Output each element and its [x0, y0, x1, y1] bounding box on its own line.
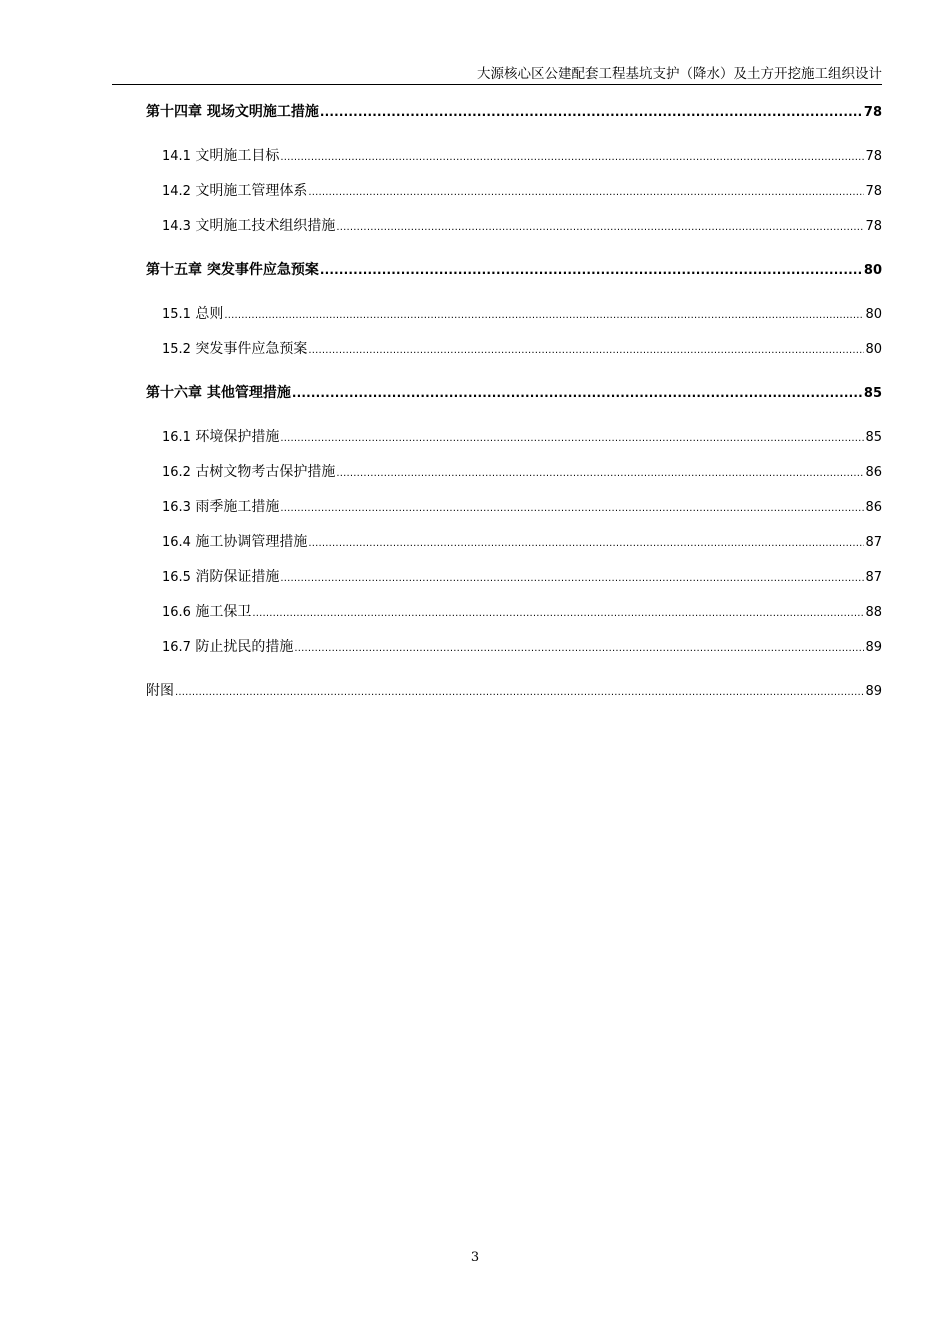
dot-leader: [308, 338, 864, 363]
dot-leader: [308, 180, 864, 205]
toc-entry-label: 文明施工管理体系: [195, 183, 308, 199]
dot-leader: [292, 381, 863, 406]
toc-entry-page: 89: [865, 684, 882, 699]
toc-section-entry[interactable]: [146, 635, 882, 660]
toc-entry-number: 16.7: [162, 640, 191, 655]
toc-entry-page: 78: [863, 105, 882, 120]
toc-entry-number: 16.4: [162, 535, 191, 550]
toc-entry-number: 16.6: [162, 605, 191, 620]
toc-section-entry[interactable]: [146, 460, 882, 485]
dot-leader: [280, 145, 864, 170]
toc-entry-label: 文明施工目标: [195, 148, 280, 164]
toc-entry-title: [162, 600, 251, 625]
dot-leader: [252, 601, 864, 626]
page-number: 3: [470, 1250, 480, 1265]
toc-entry-label: 第十五章 突发事件应急预案: [146, 262, 319, 278]
toc-entry-label: 雨季施工措施: [195, 499, 280, 515]
toc-entry-page: 87: [865, 570, 882, 585]
toc-chapter-entry[interactable]: [146, 258, 882, 283]
toc-entry-number: 14.1: [162, 149, 191, 164]
dot-leader: [308, 531, 864, 556]
toc-entry-number: 14.3: [162, 219, 191, 234]
toc-entry-label: 古树文物考古保护措施: [195, 464, 336, 480]
toc-entry-label: 突发事件应急预案: [195, 341, 308, 357]
toc-section-entry[interactable]: [146, 495, 882, 520]
toc-entry-label: 消防保证措施: [195, 569, 280, 585]
toc-entry-title: [162, 144, 279, 169]
toc-entry-page: 80: [865, 307, 882, 322]
toc-entry-title: [162, 460, 335, 485]
toc-entry-page: 89: [865, 640, 882, 655]
toc-entry-label: 施工保卫: [195, 604, 252, 620]
toc-entry-title: [162, 337, 307, 362]
toc-entry-number: 15.2: [162, 342, 191, 357]
toc-entry-page: 78: [865, 184, 882, 199]
dot-leader: [320, 100, 863, 125]
toc-section-entry[interactable]: [146, 144, 882, 169]
toc-entry-label: 环境保护措施: [195, 429, 280, 445]
toc-section-entry[interactable]: [146, 337, 882, 362]
toc-entry-title: [162, 214, 335, 239]
dot-leader: [336, 461, 864, 486]
toc-chapter-entry[interactable]: [146, 381, 882, 406]
dot-leader: [280, 566, 864, 591]
document-title: 大源核心区公建配套工程基坑支护（降水）及土方开挖施工组织设计: [477, 66, 882, 82]
toc-entry-title: [162, 302, 223, 327]
toc-entry-page: 85: [863, 386, 882, 401]
toc-entry-page: 87: [865, 535, 882, 550]
dot-leader: [224, 303, 864, 328]
toc-entry-label: 文明施工技术组织措施: [195, 218, 336, 234]
dot-leader: [280, 496, 864, 521]
toc-entry-title: [162, 495, 279, 520]
toc-entry-page: 78: [865, 149, 882, 164]
toc-entry-number: 14.2: [162, 184, 191, 199]
toc-chapter-entry[interactable]: [146, 100, 882, 125]
toc-section-entry[interactable]: [146, 302, 882, 327]
toc-section-entry[interactable]: [146, 214, 882, 239]
dot-leader: [294, 636, 864, 661]
dot-leader: [280, 426, 864, 451]
toc-entry-title: [162, 179, 307, 204]
toc-entry-title: [146, 258, 319, 283]
dot-leader: [336, 215, 864, 240]
toc-section-entry[interactable]: [146, 565, 882, 590]
toc-entry-title: [146, 679, 174, 704]
toc-entry-number: 16.1: [162, 430, 191, 445]
toc-entry-title: [162, 565, 279, 590]
toc-entry-page: 78: [865, 219, 882, 234]
toc-entry-label: 总则: [195, 306, 224, 322]
toc-section-entry[interactable]: [146, 425, 882, 450]
toc-entry-page: 80: [863, 263, 882, 278]
toc-entry-page: 80: [865, 342, 882, 357]
toc-entry-page: 88: [865, 605, 882, 620]
toc-entry-title: [146, 100, 319, 125]
page-header: [112, 64, 882, 85]
toc-section-entry[interactable]: [146, 600, 882, 625]
toc-entry[interactable]: [146, 679, 882, 704]
toc-entry-page: 85: [865, 430, 882, 445]
toc-entry-label: 防止扰民的措施: [195, 639, 294, 655]
toc-entry-label: 第十六章 其他管理措施: [146, 385, 291, 401]
table-of-contents: [146, 100, 882, 704]
dot-leader: [320, 258, 863, 283]
toc-entry-title: [162, 635, 293, 660]
toc-entry-number: 15.1: [162, 307, 191, 322]
toc-entry-number: 16.3: [162, 500, 191, 515]
dot-leader: [175, 680, 864, 705]
toc-entry-title: [162, 530, 307, 555]
toc-entry-page: 86: [865, 500, 882, 515]
toc-entry-number: 16.5: [162, 570, 191, 585]
toc-entry-title: [162, 425, 279, 450]
toc-entry-label: 附图: [146, 683, 174, 699]
toc-section-entry[interactable]: [146, 179, 882, 204]
toc-entry-number: 16.2: [162, 465, 191, 480]
toc-entry-label: 第十四章 现场文明施工措施: [146, 104, 319, 120]
toc-section-entry[interactable]: [146, 530, 882, 555]
toc-entry-title: [146, 381, 291, 406]
toc-entry-page: 86: [865, 465, 882, 480]
toc-entry-label: 施工协调管理措施: [195, 534, 308, 550]
